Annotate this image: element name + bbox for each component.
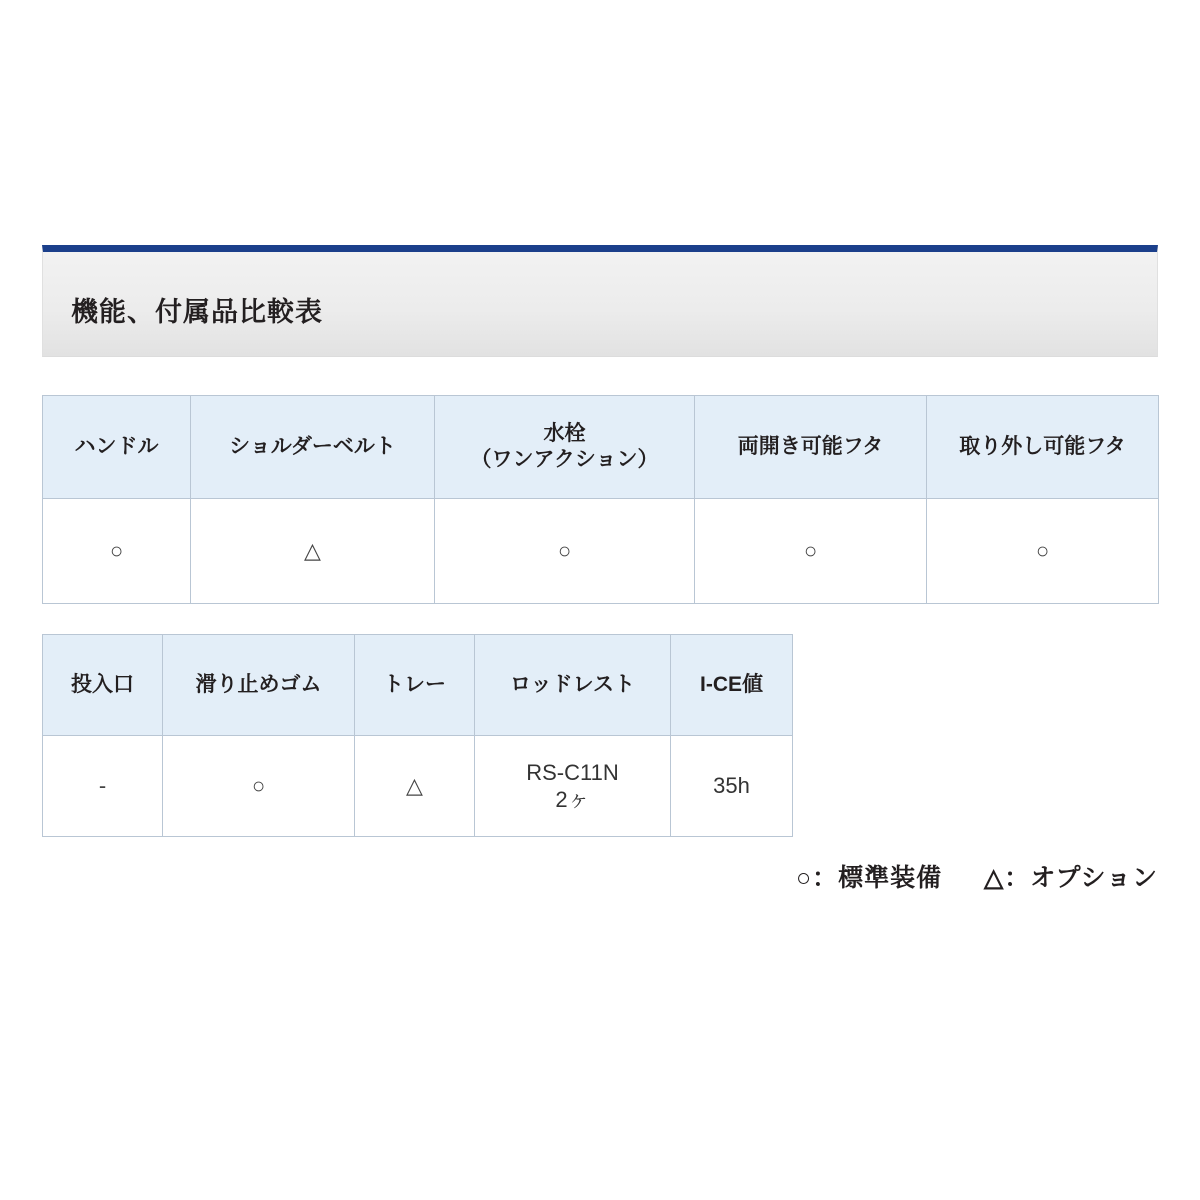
legend <box>796 858 1158 894</box>
value-tray: △ <box>406 773 423 799</box>
column-header-anti-slip-rubber: 滑り止めゴム <box>163 635 355 736</box>
value-handle: ○ <box>109 538 124 564</box>
legend-option: △：オプション <box>984 864 1158 892</box>
column-header-handle <box>43 396 191 499</box>
cell-inlet <box>43 736 163 837</box>
features-table <box>42 395 1159 604</box>
value-rod-rest-line1: RS-C11N <box>526 759 619 785</box>
cell-ice-value <box>671 736 793 837</box>
cell-anti-slip-rubber <box>163 736 355 837</box>
table-row <box>43 736 793 837</box>
column-header-handle-line1: ハンドル <box>74 434 159 458</box>
column-header-removable-lid-line1: 取り外し可能フタ <box>959 434 1126 458</box>
table-header-row <box>43 396 1159 499</box>
value-anti-slip-rubber: ○ <box>251 773 266 799</box>
value-double-open-lid: ○ <box>803 538 818 564</box>
column-header-faucet <box>435 396 695 499</box>
table-header-row <box>43 635 793 736</box>
value-rod-rest-line2: 2ヶ <box>555 787 590 812</box>
cell-removable-lid <box>927 499 1159 604</box>
value-ice-value: 35h <box>713 773 750 799</box>
column-header-removable-lid <box>927 396 1159 499</box>
column-header-faucet-line1: 水栓 <box>543 421 586 445</box>
page-title: 機能、付属品比較表 <box>71 297 323 327</box>
accessories-table <box>42 634 793 837</box>
legend-standard: ○：標準装備 <box>796 864 943 892</box>
column-header-shoulder-belt <box>191 396 435 499</box>
column-header-double-open-lid <box>695 396 927 499</box>
column-header-shoulder-belt-line1: ショルダーベルト <box>229 434 396 458</box>
cell-double-open-lid <box>695 499 927 604</box>
column-header-inlet: 投入口 <box>43 635 163 736</box>
table-row <box>43 499 1159 604</box>
cell-handle <box>43 499 191 604</box>
section-header <box>42 245 1158 357</box>
cell-faucet <box>435 499 695 604</box>
value-inlet: - <box>98 773 107 799</box>
value-shoulder-belt: △ <box>304 538 321 564</box>
cell-rod-rest <box>475 736 671 837</box>
value-removable-lid: ○ <box>1035 538 1050 564</box>
column-header-tray: トレー <box>355 635 475 736</box>
value-faucet: ○ <box>557 538 572 564</box>
cell-shoulder-belt <box>191 499 435 604</box>
column-header-rod-rest: ロッドレスト <box>475 635 671 736</box>
column-header-faucet-line2: （ワンアクション） <box>470 448 659 471</box>
column-header-double-open-lid-line1: 両開き可能フタ <box>737 434 884 458</box>
cell-tray <box>355 736 475 837</box>
column-header-ice-value: I-CE値 <box>671 635 793 736</box>
